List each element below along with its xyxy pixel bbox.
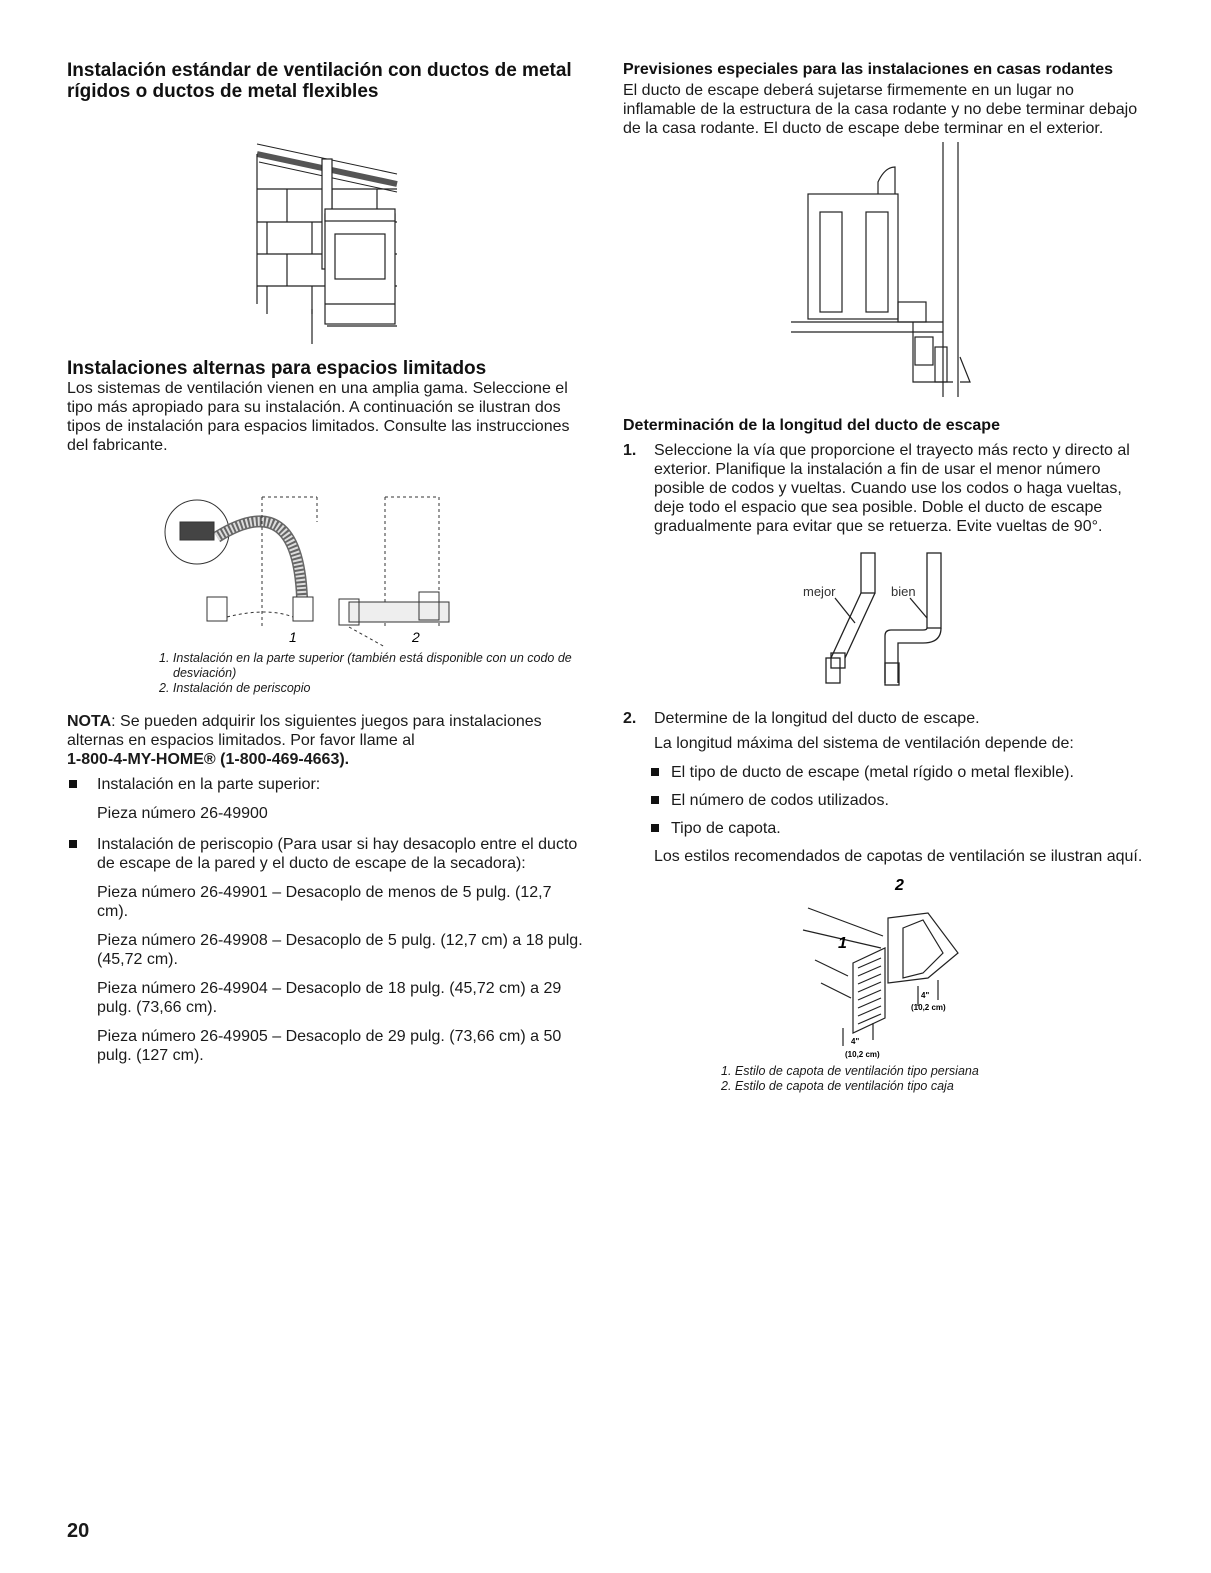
box-hood-dim-cm: (10,2 cm) — [911, 1003, 946, 1012]
nota-paragraph — [67, 712, 587, 769]
caption-2: 2. Instalación de periscopio — [159, 681, 311, 695]
nota-text: : Se pueden adquirir los siguientes juegos para instalaciones alternas en espacios limitados. Por favor llame al — [67, 713, 542, 749]
hood-label-2: 2 — [895, 877, 904, 894]
step-2-subtext: La longitud máxima del sistema de ventilación depende de: — [654, 735, 1074, 752]
label-mejor: mejor — [803, 584, 836, 599]
right-column — [623, 60, 1148, 1094]
better-vs-good-duct-drawing — [623, 548, 1148, 693]
sub-bullet-duct-type-text: El tipo de ducto de escape (metal rígido o metal flexible). — [671, 764, 1074, 781]
sub-bullet-duct-type — [623, 763, 1148, 782]
hood-caption-2: 2. Estilo de capota de ventilación tipo caja — [721, 1079, 954, 1093]
step-2 — [623, 709, 1148, 728]
vent-hoods-illustration — [623, 868, 1148, 1060]
sub-bullet-hood-text: Tipo de capota. — [671, 820, 781, 837]
box-hood-dim-inches: 4" — [921, 991, 930, 1000]
mobile-home-illustration — [623, 142, 1148, 400]
nota-label: NOTA — [67, 713, 112, 730]
mobile-homes-paragraph: El ducto de escape deberá sujetarse firmemente en un lugar no inflamable de la estructura de la casa rodante y no debe terminar debajo de la casa rodante. El ducto de escape debe terminar en el exterior. — [623, 82, 1138, 137]
limited-spaces-captions — [159, 651, 587, 696]
sub-bullet-hood — [623, 819, 1148, 838]
page-number: 20 — [67, 1520, 90, 1542]
sub-bullet-elbows-text: El número de codos utilizados. — [671, 792, 889, 809]
limited-spaces-intro: Los sistemas de ventilación vienen en una amplia gama. Seleccione el tipo más apropiado para su instalación. A continuación se ilustran dos tipos de instalación para espacios limitados. Consulte las instrucciones del fabricante. — [67, 380, 570, 454]
fig-label-1: 1 — [289, 629, 297, 645]
hoods-paragraph: Los estilos recomendados de capotas de ventilación se ilustran aquí. — [654, 848, 1143, 865]
dryer-wall-vent-drawing — [67, 114, 587, 344]
part-26-49905: Pieza número 26-49905 – Desacoplo de 29 pulg. (73,66 cm) a 50 pulg. (127 cm). — [97, 1028, 562, 1064]
phone-number: 1-800-4-MY-HOME® (1-800-469-4663). — [67, 751, 350, 768]
bullet-top-installation-text: Instalación en la parte superior: — [97, 776, 321, 793]
caption-1: 1. Instalación en la parte superior (también está disponible con un codo de desviación) — [159, 651, 572, 680]
bullet-periscope-installation — [67, 835, 587, 873]
part-26-49904: Pieza número 26-49904 – Desacoplo de 18 pulg. (45,72 cm) a 29 pulg. (73,66 cm). — [97, 980, 562, 1016]
standard-installation-illustration — [67, 114, 587, 344]
bullet-icon — [69, 840, 77, 848]
label-bien: bien — [891, 584, 916, 599]
fig-label-2: 2 — [412, 629, 420, 645]
bullet-top-installation — [67, 775, 587, 794]
step-2-number: 2. — [623, 710, 637, 727]
bullet-icon — [651, 768, 659, 776]
left-column — [67, 60, 587, 1065]
mobile-home-dryer-drawing — [623, 142, 1148, 400]
heading-limited-spaces: Instalaciones alternas para espacios limitados — [67, 358, 487, 379]
bullet-icon — [651, 824, 659, 832]
bullet-icon — [651, 796, 659, 804]
heading-mobile-homes: Previsiones especiales para las instalaciones en casas rodantes — [623, 61, 1114, 78]
step-1-number: 1. — [623, 442, 637, 459]
heading-standard-installation: Instalación estándar de ventilación con ductos de metal rígidos o ductos de metal flexibles — [67, 60, 572, 102]
hood-label-1: 1 — [838, 935, 847, 952]
hood-captions — [721, 1064, 1148, 1094]
part-26-49908: Pieza número 26-49908 – Desacoplo de 5 pulg. (12,7 cm) a 18 pulg. (45,72 cm). — [97, 932, 583, 968]
bullet-icon — [69, 780, 77, 788]
limited-spaces-illustration — [67, 477, 587, 647]
louver-hood-dim-cm: (10,2 cm) — [845, 1050, 880, 1059]
heading-duct-length: Determinación de la longitud del ducto de escape — [623, 417, 1000, 434]
step-1 — [623, 441, 1148, 536]
louver-hood-dim-inches: 4" — [851, 1037, 860, 1046]
duct-routing-illustration — [623, 548, 1148, 693]
step-2-text: Determine de la longitud del ducto de escape. — [654, 710, 980, 727]
sub-bullet-elbows — [623, 791, 1148, 810]
hood-caption-1: 1. Estilo de capota de ventilación tipo persiana — [721, 1064, 979, 1078]
step-1-text: Seleccione la vía que proporcione el trayecto más recto y directo al exterior. Planifique la instalación a fin de usar el menor número posible de codos y vueltas. Cuando use los codos o haga vueltas, deje todo el espacio que sea posible. Doble el ducto de escape gradualmente para evitar que se retuerza. Evite vueltas de 90°. — [654, 442, 1130, 535]
part-26-49900: Pieza número 26-49900 — [97, 805, 268, 822]
bullet-periscope-installation-text: Instalación de periscopio (Para usar si hay desacoplo entre el ducto de escape de la pared y el ducto de escape de la secadora): — [97, 836, 578, 872]
top-and-periscope-installations — [67, 477, 587, 647]
vent-hoods-drawing — [623, 868, 1148, 1060]
part-26-49901: Pieza número 26-49901 – Desacoplo de menos de 5 pulg. (12,7 cm). — [97, 884, 552, 920]
